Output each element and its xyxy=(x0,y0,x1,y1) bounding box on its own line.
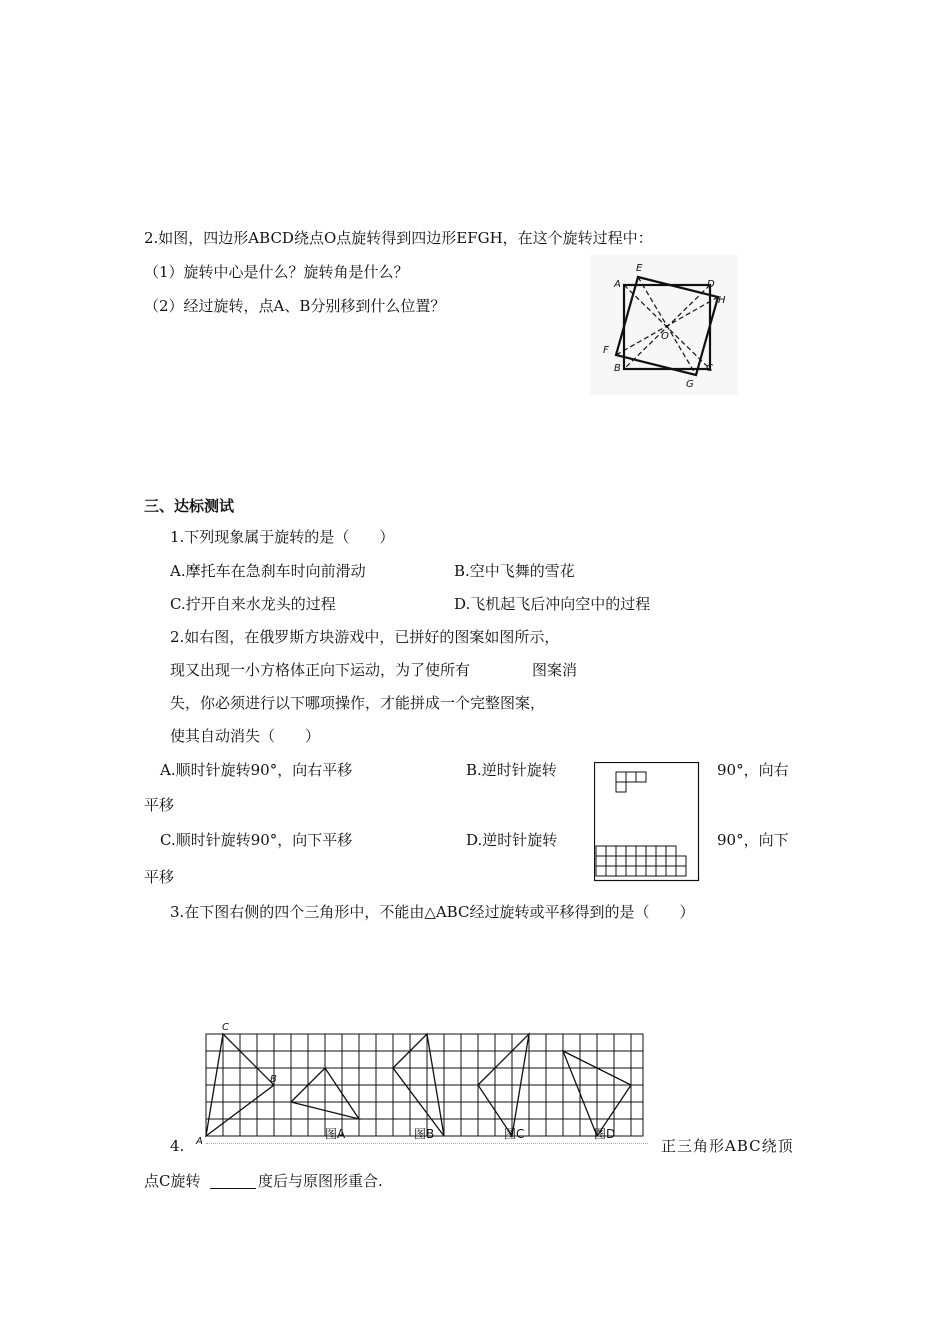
q2-line3: 失，你必须进行以下哪项操作，才能拼成一个完整图案， xyxy=(170,694,546,712)
q4-blank[interactable] xyxy=(210,1188,256,1189)
grid xyxy=(206,1034,643,1136)
label-h: H xyxy=(718,295,726,306)
label-o: O xyxy=(661,331,669,342)
q1-option-c: C.拧开自来水龙头的过程 xyxy=(170,595,336,613)
q2-option-b-left: B.逆时针旋转 xyxy=(466,761,557,779)
vertex-a-label: A xyxy=(196,1136,203,1146)
q4-number: 4. xyxy=(170,1137,185,1155)
q2-option-d-right: 90°，向下 xyxy=(717,831,789,849)
label-f: F xyxy=(603,345,609,356)
q2-sub2: （2）经过旋转，点A、B分别移到什么位置？ xyxy=(144,297,446,315)
vertex-b-label: B xyxy=(270,1074,277,1085)
q1-option-d: D.飞机起飞后冲向空中的过程 xyxy=(454,595,651,613)
vertex-c-label: C xyxy=(222,1022,229,1033)
caption-fig-d: 图D xyxy=(594,1127,616,1141)
caption-fig-a: 图A xyxy=(325,1127,346,1141)
label-b: B xyxy=(614,363,621,374)
q2-option-d-wrap: 平移 xyxy=(144,868,175,886)
q2-option-b-right: 90°，向右 xyxy=(717,761,789,779)
tetris-figure xyxy=(594,762,700,882)
q1-option-b: B.空中飞舞的雪花 xyxy=(454,562,575,580)
q2-option-d-left: D.逆时针旋转 xyxy=(466,831,558,849)
caption-fig-b: 图B xyxy=(414,1127,435,1141)
q2-line1: 2.如右图，在俄罗斯方块游戏中，已拼好的图案如图所示， xyxy=(170,628,560,646)
q2-line2a: 现又出现一小方格体正向下运动，为了使所有 xyxy=(170,661,471,679)
label-e: E xyxy=(636,263,643,274)
label-g: G xyxy=(686,379,694,390)
q1-option-a: A.摩托车在急刹车时向前滑动 xyxy=(170,562,366,580)
label-a: A xyxy=(614,279,621,290)
q2-option-c: C.顺时针旋转90°，向下平移 xyxy=(160,831,353,849)
q2-line4: 使其自动消失（ ） xyxy=(170,727,321,745)
q2-line2b: 图案消 xyxy=(532,661,578,679)
q2-title: 2.如图，四边形ABCD绕点O点旋转得到四边形EFGH，在这个旋转过程中： xyxy=(144,229,653,247)
q4-line2-post: 度后与原图形重合. xyxy=(258,1172,383,1190)
q2-option-a: A.顺时针旋转90°，向右平移 xyxy=(160,761,353,779)
rotation-figure xyxy=(590,255,738,395)
q2-option-b-wrap: 平移 xyxy=(144,796,175,814)
section-heading: 三、达标测试 xyxy=(144,497,235,515)
q2-sub1: （1）旋转中心是什么？旋转角是什么？ xyxy=(144,263,409,281)
label-c: C xyxy=(706,363,713,374)
q1-stem: 1.下列现象属于旋转的是（ ） xyxy=(170,528,395,546)
q3-stem: 3.在下图右侧的四个三角形中，不能由△ABC经过旋转或平移得到的是（ ） xyxy=(170,903,695,921)
q4-tail: 正三角形ABC绕顶 xyxy=(661,1137,794,1155)
q4-line2-pre: 点C旋转 xyxy=(144,1172,201,1190)
caption-fig-c: 图C xyxy=(504,1127,525,1141)
label-d: D xyxy=(707,279,715,290)
